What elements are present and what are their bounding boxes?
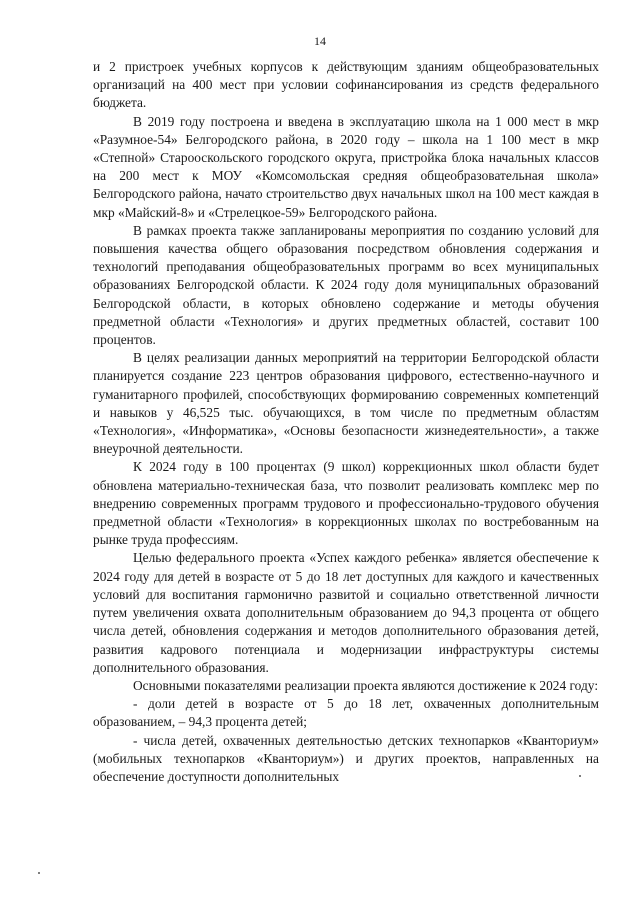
paragraph-4: В целях реализации данных мероприятий на территории Белгородской области планируется создание 223 центров образования цифрового, естественно-научного и гуманитарного профилей, способствующих формированию современных компетенций и навыков у 46,525 тыс. обучающихся, в том числе по предметным областям «Технология», «Информатика», «Основы безопасности жизнедеятельности», а также внеурочной деятельности. [93, 350, 599, 457]
body-text [93, 58, 599, 786]
bullet-item-2: - числа детей, охваченных деятельностью детских технопарков «Кванториум» (мобильных технопарков «Кванториум») и других проектов, направленных на обеспечение доступности дополнительных [93, 732, 599, 784]
page-number: 14 [314, 34, 326, 48]
paragraph-1: и 2 пристроек учебных корпусов к действующим зданиям общеобразовательных организаций на 400 мест при условии софинансирования из средств федерального бюджета. [93, 59, 599, 111]
scan-speck [579, 775, 581, 777]
paragraph-5: К 2024 году в 100 процентах (9 школ) коррекционных школ области будет обновлена материально-техническая база, что позволит реализовать комплекс мер по внедрению современных программ трудового и профессионально-трудового обучения предметной области «Технология» в коррекционных школах по востребованным на рынке труда профессиям. [93, 459, 599, 548]
paragraph-7: Основными показателями реализации проекта являются достижение к 2024 году: [133, 677, 599, 693]
paragraph-2: В 2019 году построена и введена в эксплуатацию школа на 1 000 мест в мкр «Разумное-54» Белгородского района, в 2020 году – школа на 1 100 мест в мкр «Степной» Старооскольского городского округа, пристройка блока начальных классов на 200 мест к МОУ «Комсомольская средняя общеобразовательная школа» Белгородского района, начато строительство двух начальных школ на 100 мест каждая в мкр «Майский-8» и «Стрелецкое-59» Белгородского района. [93, 113, 599, 220]
paragraph-6: Целью федерального проекта «Успех каждого ребенка» является обеспечение к 2024 году для детей в возрасте от 5 до 18 лет доступных для каждого и качественных условий для воспитания гармонично развитой и социально ответственной личности путем увеличения охвата дополнительным образованием до 94,3 процента от общего числа детей, обновления содержания и методов дополнительного образования детей, развития кадрового потенциала и модернизации инфраструктуры системы дополнительного образования. [93, 550, 599, 675]
paragraph-3: В рамках проекта также запланированы мероприятия по созданию условий для повышения качества общего образования посредством обновления содержания и технологий преподавания общеобразовательных программ во всех муниципальных образованиях Белгородской области. К 2024 году доля муниципальных образований Белгородской области, в которых обновлено содержание и методы обучения предметной области «Технология» и других предметных областей, составит 100 процентов. [93, 222, 599, 348]
bullet-item-1: - доли детей в возрасте от 5 до 18 лет, охваченных дополнительным образованием, – 94,3 процента детей; [93, 696, 599, 730]
scan-speck [38, 872, 40, 874]
